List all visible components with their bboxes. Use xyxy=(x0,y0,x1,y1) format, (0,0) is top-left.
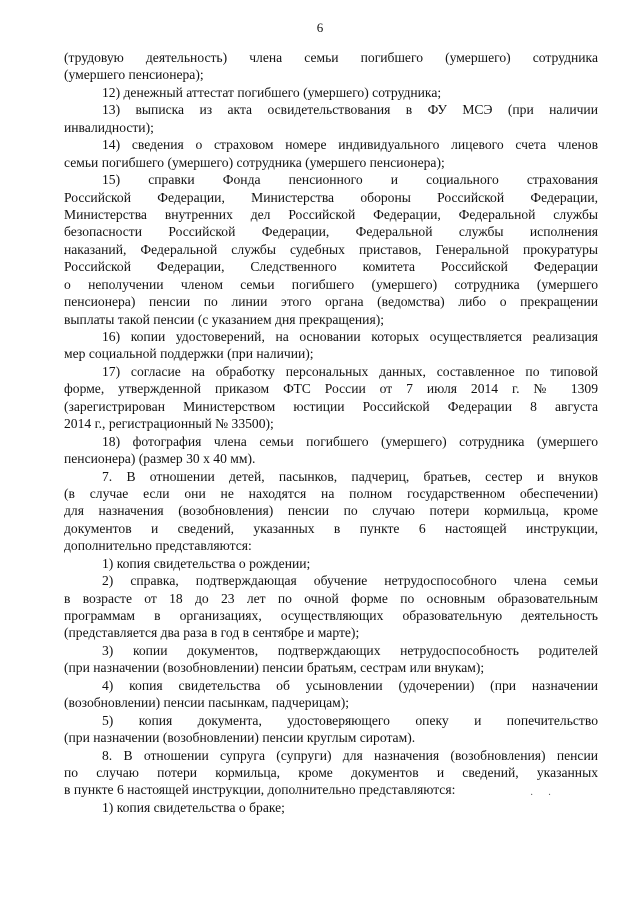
text-line: 2) справка, подтверждающая обучение нетрудоспособного члена семьи xyxy=(102,573,598,589)
text-line: 8. В отношении супруга (супруги) для назначения (возобновления) пенсии xyxy=(102,747,598,763)
text-line: 3) копии документов, подтверждающих нетрудоспособность родителей xyxy=(102,642,598,658)
text-line: в пункте 6 настоящей инструкции, дополнительно представляются: xyxy=(64,782,456,798)
text-line: 18) фотография члена семьи погибшего (умершего) сотрудника (умершего xyxy=(102,433,598,449)
text-line: в возрасте от 18 до 23 лет по очной форме по основным образовательным xyxy=(64,590,598,606)
text-line: по случаю потери кормильца, кроме документов и сведений, указанных xyxy=(64,764,598,780)
text-line: пенсионера) (размер 30 х 40 мм). xyxy=(64,451,256,467)
text-line: 4) копия свидетельства об усыновлении (удочерении) (при назначении xyxy=(102,677,598,693)
scan-artifact-marks: · · xyxy=(530,790,558,801)
text-line: Российской Федерации, Министерства обороны Российской Федерации, xyxy=(64,189,598,205)
text-line: форме, утвержденной приказом ФТС России от 7 июля 2014 г. № 1309 xyxy=(64,381,598,397)
text-line: документов и сведений, указанных в пункте 6 настоящей инструкции, xyxy=(64,520,598,536)
text-line: мер социальной поддержки (при наличии); xyxy=(64,346,314,362)
text-line: (умершего пенсионера); xyxy=(64,67,204,83)
text-line: 17) согласие на обработку персональных данных, составленное по типовой xyxy=(102,363,598,379)
text-line: 2014 г., регистрационный № 33500); xyxy=(64,416,274,432)
text-line: 12) денежный аттестат погибшего (умершего) сотрудника; xyxy=(102,84,442,100)
text-line: (при назначении (возобновлении) пенсии братьям, сестрам или внукам); xyxy=(64,660,485,676)
text-line: (зарегистрирован Министерством юстиции Российской Федерации 8 августа xyxy=(64,398,598,414)
text-line: выплаты такой пенсии (с указанием дня прекращения); xyxy=(64,311,385,327)
text-line: дополнительно представляются: xyxy=(64,538,252,554)
text-line: 14) сведения о страховом номере индивидуального лицевого счета членов xyxy=(102,137,598,153)
text-line: 13) выписка из акта освидетельствования в ФУ МСЭ (при наличии xyxy=(102,102,598,118)
text-line: (трудовую деятельность) члена семьи погибшего (умершего) сотрудника xyxy=(64,50,598,65)
text-line: о неполучении членом семьи погибшего (умершего) сотрудника (умершего xyxy=(64,276,598,292)
text-line: (в случае если они не находятся на полном государственном обеспечении) xyxy=(64,485,598,501)
text-line: для назначения (возобновления) пенсии по случаю потери кормильца, кроме xyxy=(64,503,598,519)
text-line: инвалидности); xyxy=(64,119,154,135)
text-line: (при назначении (возобновлении) пенсии круглым сиротам). xyxy=(64,730,416,746)
text-line: 7. В отношении детей, пасынков, падчериц, братьев, сестер и внуков xyxy=(102,468,598,484)
document-body xyxy=(64,49,598,816)
text-line: 1) копия свидетельства о рождении; xyxy=(102,555,311,571)
text-line: Министерства внутренних дел Российской Федерации, Федеральной службы xyxy=(64,206,598,222)
text-line: пенсионера) пенсии по линии этого органа (ведомства) либо о прекращении xyxy=(64,294,598,310)
text-line: Российской Федерации, Следственного комитета Российской Федерации xyxy=(64,259,598,275)
text-line: семьи погибшего (умершего) сотрудника (умершего пенсионера); xyxy=(64,154,445,170)
text-line: безопасности Российской Федерации, Федеральной службы исполнения xyxy=(64,224,598,240)
text-line: 15) справки Фонда пенсионного и социального страхования xyxy=(102,172,598,188)
text-line: 5) копия документа, удостоверяющего опеку и попечительство xyxy=(102,712,598,728)
text-line: наказаний, Федеральной службы судебных приставов, Генеральной прокуратуры xyxy=(64,241,598,257)
text-line: (представляется два раза в год в сентябре и марте); xyxy=(64,625,360,641)
text-line: (возобновлении) пенсии пасынкам, падчерицам); xyxy=(64,695,350,711)
text-line: программам в организациях, осуществляющих образовательную деятельность xyxy=(64,608,598,623)
page-number: 6 xyxy=(316,20,324,35)
text-line: 16) копии удостоверений, на основании которых осуществляется реализация xyxy=(102,329,598,344)
text-line: 1) копия свидетельства о браке; xyxy=(102,799,285,815)
